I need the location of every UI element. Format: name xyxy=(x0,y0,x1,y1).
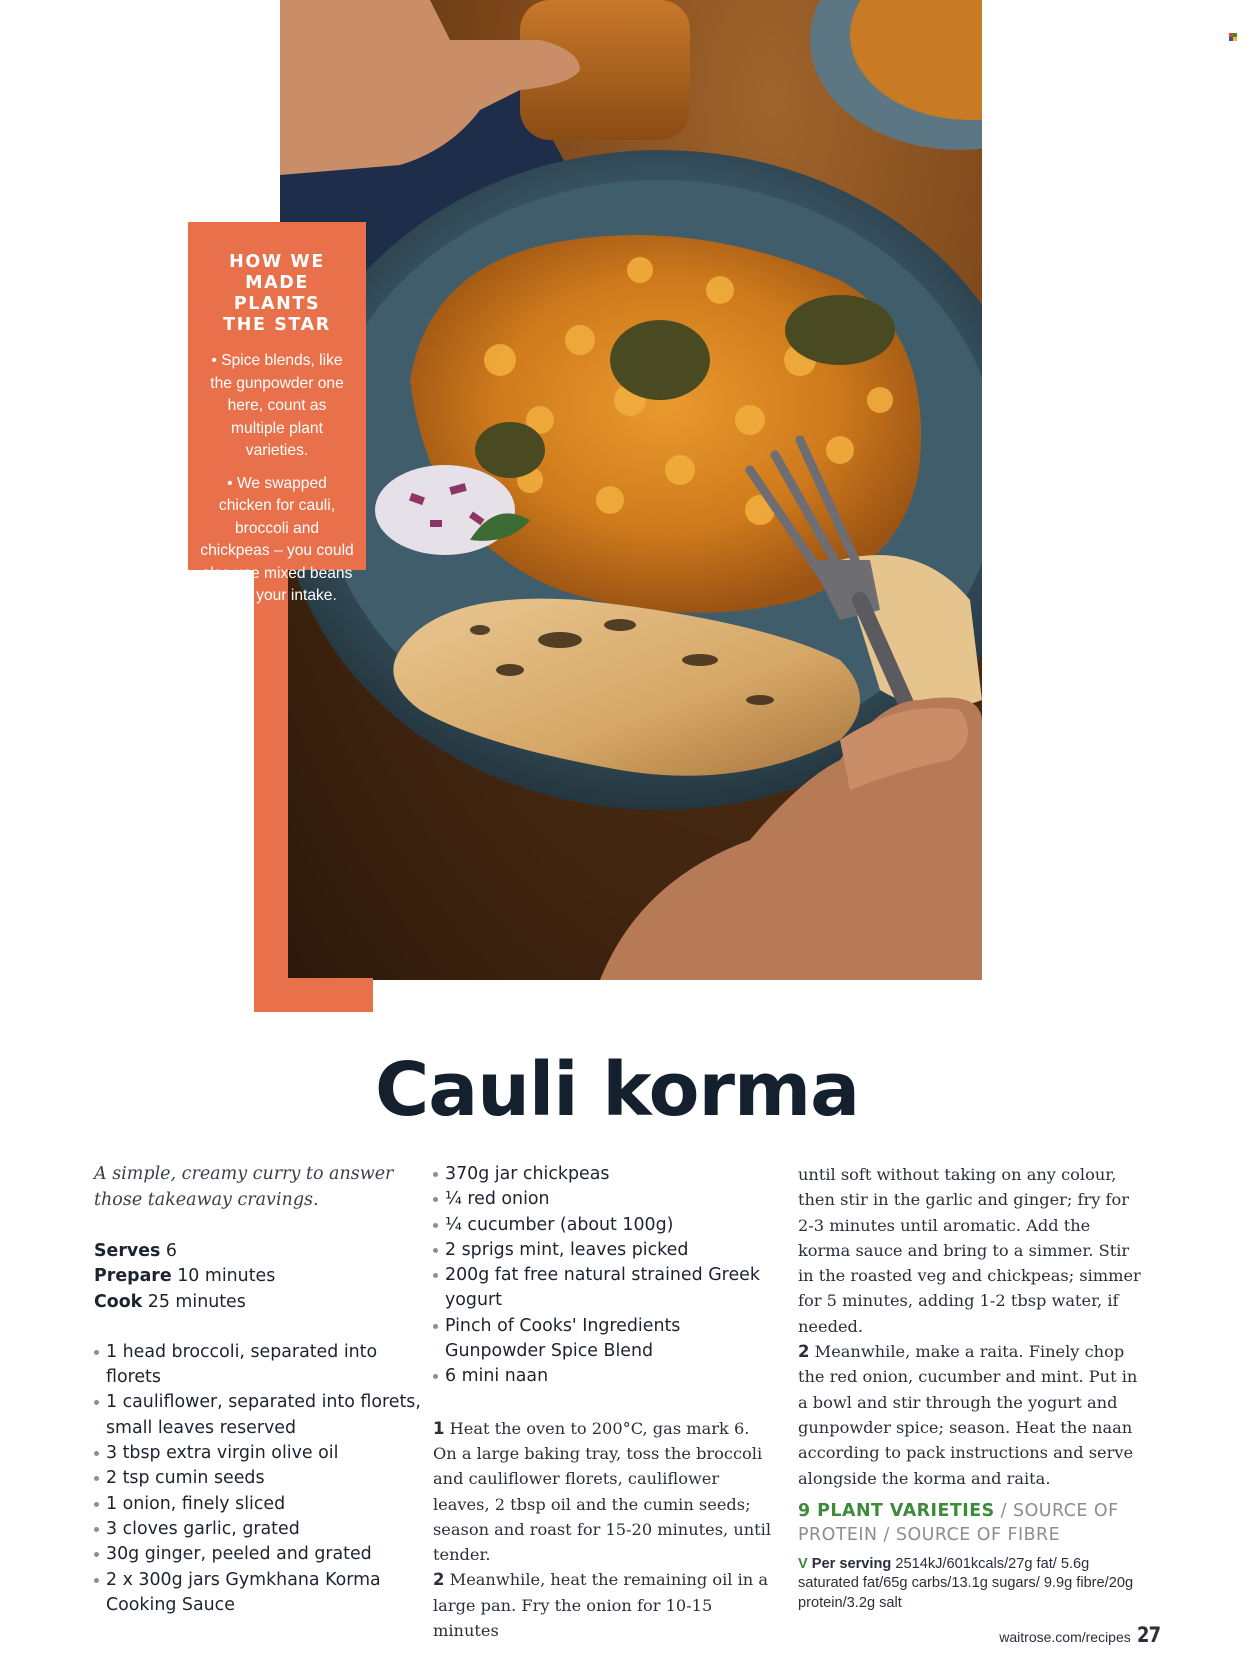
step-text: Meanwhile, make a raita. Finely chop the red onion, cucumber and mint. Put in a bowl and stir through the yogurt and gunpowder spice; season. Heat the naan according to pack instructions and serve alongside the korma and raita. xyxy=(798,1342,1138,1488)
ingredient-item: 370g jar chickpeas xyxy=(433,1162,778,1187)
tip-item: • We swapped chicken for cauli, broccoli and chickpeas – you could also use mixed beans to up your intake. xyxy=(200,474,354,604)
ingredient-item: 3 tbsp extra virgin olive oil xyxy=(94,1441,424,1466)
ingredient-item: 1 cauliflower, separated into florets, small leaves reserved xyxy=(94,1390,424,1441)
tip-item: • Spice blends, like the gunpowder one here, count as multiple plant varieties. xyxy=(210,352,344,459)
plant-sources: / SOURCE OF PROTEIN / SOURCE OF FIBRE xyxy=(798,1500,1119,1545)
meta-label: Serves xyxy=(94,1241,161,1261)
plant-varieties-count: 9 PLANT VARIETIES xyxy=(798,1500,995,1521)
column-3 xyxy=(798,1162,1143,1613)
colour-registration-mark xyxy=(1229,33,1237,41)
ingredient-item: 1 head broccoli, separated into florets xyxy=(94,1340,424,1391)
page-footer xyxy=(999,1623,1162,1647)
nutrition-values: 2514kJ/601kcals/27g fat/ 5.6g saturated fat/65g carbs/13.1g sugars/ 9.9g fibre/20g protein/3.2g salt xyxy=(798,1555,1134,1611)
plant-varieties-line xyxy=(798,1499,1143,1547)
column-1 xyxy=(94,1162,424,1618)
step-number: 2 xyxy=(798,1342,810,1362)
step-text: Heat the oven to 200°C, gas mark 6. On a large baking tray, toss the broccoli and cauliflower florets, cauliflower leaves, 2 tbsp oil and the cumin seeds; season and roast for 15-20 minutes, until tender. xyxy=(433,1418,772,1565)
recipe-intro: A simple, creamy curry to answer those takeaway cravings. xyxy=(94,1164,394,1210)
step-text: Meanwhile, heat the remaining oil in a large pan. Fry the onion for 10-15 minutes xyxy=(433,1570,769,1641)
method-step xyxy=(433,1416,778,1568)
ingredient-item: ¼ red onion xyxy=(433,1187,778,1212)
meta-label: Prepare xyxy=(94,1266,172,1287)
vegetarian-badge: V xyxy=(798,1555,808,1572)
website-link[interactable]: waitrose.com/recipes xyxy=(999,1629,1131,1645)
method-step xyxy=(798,1339,1143,1491)
accent-strip-foot xyxy=(254,978,373,1012)
meta-serves xyxy=(94,1239,424,1264)
ingredient-list xyxy=(94,1340,424,1618)
step-number: 2 xyxy=(433,1570,445,1590)
meta-prepare xyxy=(94,1264,424,1289)
step-number: 1 xyxy=(433,1418,445,1438)
ingredient-item: 2 tsp cumin seeds xyxy=(94,1466,424,1491)
recipe-meta xyxy=(94,1239,424,1315)
ingredient-item: Pinch of Cooks' Ingredients Gunpowder Spice Blend xyxy=(433,1314,778,1365)
recipe-title: Cauli korma xyxy=(374,1047,860,1133)
page-number: 27 xyxy=(1136,1623,1160,1647)
ingredient-item: 2 x 300g jars Gymkhana Korma Cooking Sauce xyxy=(94,1568,424,1619)
accent-strip xyxy=(254,560,288,1012)
method-steps xyxy=(433,1416,778,1644)
method-step xyxy=(433,1567,778,1643)
ingredient-list xyxy=(433,1162,778,1390)
tip-heading: HOW WE MADE PLANTS THE STAR xyxy=(223,252,331,335)
step-text: until soft without taking on any colour, then stir in the garlic and ginger; fry for 2-3 minutes until aromatic. Add the korma sauce and bring to a simmer. Stir in the roasted veg and chickpeas; simmer for 5 minutes, adding 1-2 tbsp water, if needed. xyxy=(798,1165,1141,1336)
plants-tip-box xyxy=(188,222,366,604)
ingredient-item: 6 mini naan xyxy=(433,1364,778,1389)
ingredient-item: 1 onion, finely sliced xyxy=(94,1492,424,1517)
ingredient-item: 2 sprigs mint, leaves picked xyxy=(433,1238,778,1263)
column-2 xyxy=(433,1162,778,1643)
meta-label: Cook xyxy=(94,1291,143,1312)
recipe-photo xyxy=(280,0,982,980)
meta-cook xyxy=(94,1290,424,1315)
ingredient-item: 3 cloves garlic, grated xyxy=(94,1517,424,1542)
ingredient-item: ¼ cucumber (about 100g) xyxy=(433,1213,778,1238)
nutrition-label: Per serving xyxy=(807,1555,892,1572)
meta-value: 25 minutes xyxy=(142,1291,246,1312)
method-step-continued xyxy=(798,1162,1143,1339)
ingredient-item: 30g ginger, peeled and grated xyxy=(94,1542,424,1567)
meta-value: 10 minutes xyxy=(171,1266,276,1287)
meta-value: 6 xyxy=(160,1241,177,1261)
ingredient-item: 200g fat free natural strained Greek yogurt xyxy=(433,1263,778,1314)
nutrition-info xyxy=(798,1555,1143,1614)
